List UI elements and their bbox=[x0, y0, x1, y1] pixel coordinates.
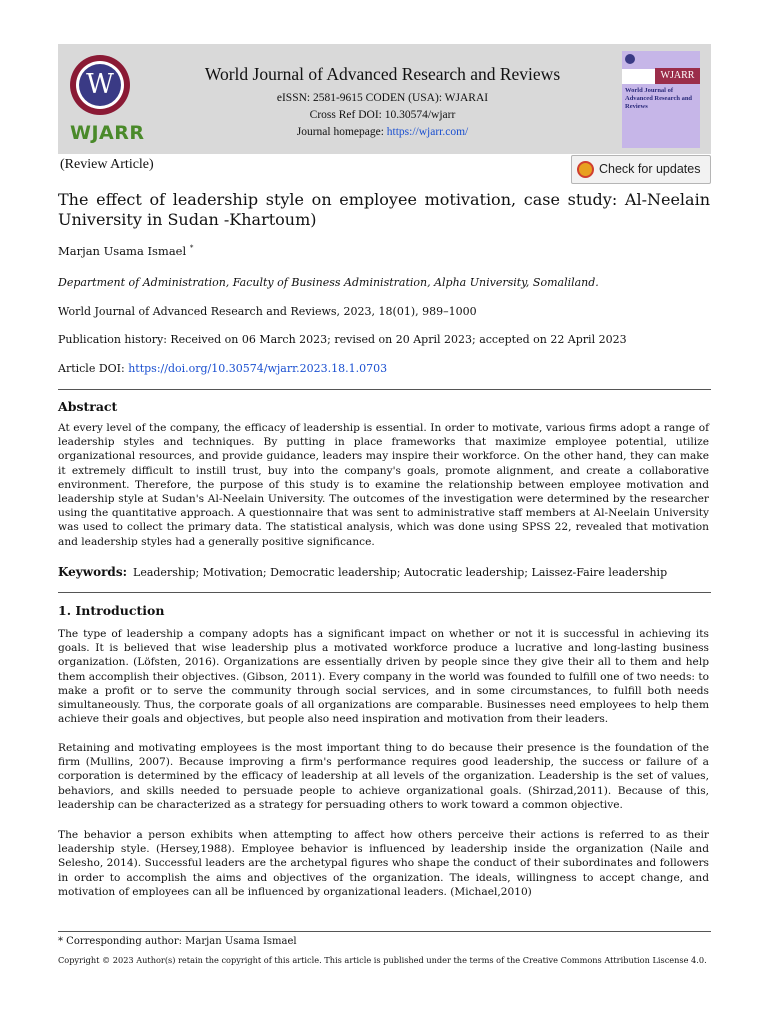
check-for-updates-button[interactable] bbox=[571, 155, 711, 184]
abstract-heading: Abstract bbox=[58, 399, 118, 414]
introduction-heading: 1. Introduction bbox=[58, 603, 165, 618]
corresponding-author-footnote: * Corresponding author: Marjan Usama Ismael bbox=[58, 936, 297, 947]
doi-label: Article DOI: bbox=[58, 362, 129, 375]
cover-badge: WJARR bbox=[655, 68, 700, 84]
doi-link[interactable]: https://doi.org/10.30574/wjarr.2023.18.1.0703 bbox=[128, 362, 388, 375]
article-type: (Review Article) bbox=[60, 157, 154, 172]
homepage-label: Journal homepage: bbox=[296, 126, 387, 138]
logo-text: WJARR bbox=[70, 122, 145, 144]
crossref-line: Cross Ref DOI: 10.30574/wjarr bbox=[309, 109, 456, 121]
introduction-paragraph: Retaining and motivating employees is the most important thing to do because their presence is the foundation of the firm (Mullins, 2007). Because improving a firm's performance requires good leadership, the success or failure of a corporation is determined by the efficacy of leadership at all levels of the organization. Leadership is the set of values, behaviors, and skills needed to persuade people to achieve organizational goals. (Shirzad,2011). Because of this, leadership can be characterized as a strategy for persuading others to work toward a common objective. bbox=[58, 742, 709, 811]
article-title: The effect of leadership style on employee motivation, case study: Al-Neelain University in Sudan -Khartoum) bbox=[58, 190, 710, 229]
crossmark-icon bbox=[577, 161, 594, 178]
journal-logo bbox=[70, 55, 130, 115]
abstract-text: At every level of the company, the efficacy of leadership is essential. In order to motivate, various firms adopt a range of leadership styles and techniques. By putting in place frameworks that maximize employee potential, utilize organizational resources, and provide guidance, leaders may inspire their workforce. On the other hand, they can make it extremely difficult to instill trust, buy into the company's goals, promote alignment, and create a collaborative environment. Therefore, the purpose of this study is to examine the relationship between employee motivation and leadership style at Sudan's Al-Neelain University. The outcomes of the investigation were determined by the researcher using the quantitative approach. A questionnaire that was sent to administrative staff members at Al-Neelain University was used to collect the primary data. The statistical analysis, which was done using SPSS 22, revealed that motivation and leadership styles had a generally positive significance. bbox=[58, 422, 709, 548]
author-line bbox=[58, 244, 193, 258]
introduction-paragraph: The behavior a person exhibits when attempting to affect how others perceive their actions is referred to as their leadership style. (Hersey,1988). Employee behavior is influenced by leadership inside the organization (Naile and Selesho, 2014). Successful leaders are the archetypal figures who shape the conduct of their subordinates and followers in order to accomplish the aims and objectives of the organization. The ideals, willingness to accept change, and motivation of employees can all be influenced by organizational leaders. (Michael,2010) bbox=[58, 829, 709, 898]
publication-history: Publication history: Received on 06 March 2023; revised on 20 April 2023; accepted on 22 April 2023 bbox=[58, 333, 627, 346]
keywords-text: Leadership; Motivation; Democratic leadership; Autocratic leadership; Laissez-Faire leadership bbox=[133, 566, 668, 579]
journal-title: World Journal of Advanced Research and Reviews bbox=[204, 64, 561, 84]
article-doi bbox=[58, 362, 387, 375]
author-name: Marjan Usama Ismael bbox=[58, 244, 187, 258]
logo-letter: W bbox=[79, 64, 121, 106]
journal-cover-thumbnail bbox=[622, 51, 700, 148]
homepage-line bbox=[160, 126, 605, 138]
footnote-divider bbox=[58, 931, 711, 932]
affiliation: Department of Administration, Faculty of Business Administration, Alpha University, Somaliland. bbox=[58, 276, 599, 289]
copyright-notice: Copyright © 2023 Author(s) retain the copyright of this article. This article is published under the terms of the Creative Commons Attribution Liscense 4.0. bbox=[58, 955, 707, 965]
check-for-updates-label: Check for updates bbox=[599, 162, 701, 176]
keywords-label: Keywords: bbox=[58, 565, 128, 579]
cover-logo-icon bbox=[625, 54, 635, 64]
homepage-link[interactable]: https://wjarr.com/ bbox=[386, 126, 469, 138]
issn-line: eISSN: 2581-9615 CODEN (USA): WJARAI bbox=[276, 92, 489, 104]
divider bbox=[58, 389, 711, 390]
keywords bbox=[58, 565, 709, 579]
author-mark: * bbox=[189, 244, 194, 253]
divider bbox=[58, 592, 711, 593]
cover-title: World Journal of Advanced Research and Reviews bbox=[625, 87, 693, 111]
introduction-paragraph: The type of leadership a company adopts has a significant impact on whether or not it is successful in achieving its goals. It is believed that wise leadership plus a motivated workforce produce a lucrative and long-lasting business organization. (Löfsten, 2016). Organizations are essentially driven by people since they give their all to them and help them accomplish their objectives. (Gibson, 2011). Every company in the world was founded to fulfill one of two needs: to make a profit or to serve the community through social services, and in some circumstances, to fulfill both needs simultaneously. Thus, the corporate goals of all organizations are comparable. Businesses need employees to help them achieve their goals and objectives, but people also need inspiration and motivation from their leaders. bbox=[58, 628, 709, 726]
citation: World Journal of Advanced Research and Reviews, 2023, 18(01), 989–1000 bbox=[58, 305, 477, 318]
